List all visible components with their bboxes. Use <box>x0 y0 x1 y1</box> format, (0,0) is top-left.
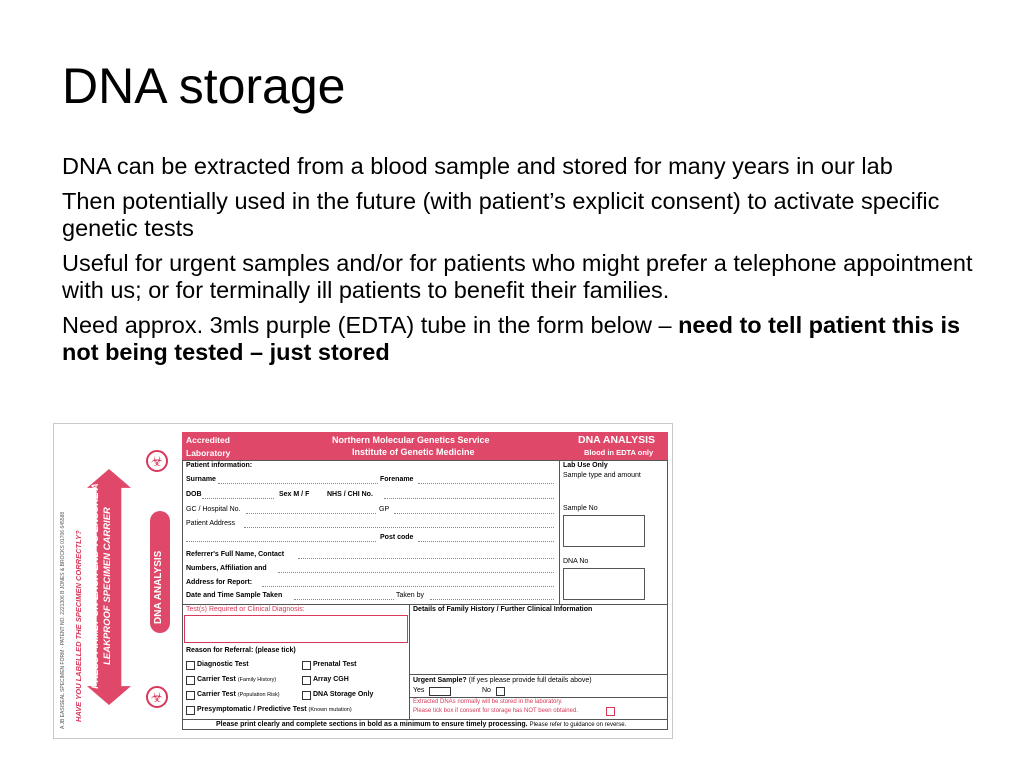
storage-note-1: Extracted DNAs normally will be stored in the laboratory. <box>413 699 563 705</box>
lab-use-label: Lab Use Only <box>563 462 608 469</box>
yes-label: Yes <box>413 687 425 694</box>
carrier-family-checkbox <box>186 676 195 685</box>
dna-storage-checkbox <box>302 691 311 700</box>
institute-label: Institute of Genetic Medicine <box>352 447 475 457</box>
urgent-yes-checkbox <box>429 687 451 696</box>
gc-line <box>246 513 376 514</box>
biohazard-icon: ☣ <box>146 450 168 472</box>
nhs-label: NHS / CHI No. <box>327 491 373 498</box>
sample-no-label: Sample No <box>563 505 598 512</box>
urgent-label: Urgent Sample? (If yes please provide full details above) <box>413 677 592 684</box>
carrier-pop-checkbox <box>186 691 195 700</box>
dna-analysis-vertical-text: DNA ANALYSIS <box>153 550 164 624</box>
dna-analysis-form-image <box>53 423 673 739</box>
gp-label: GP <box>379 506 390 513</box>
sample-type-label: Sample type and amount <box>563 472 641 479</box>
dna-no-box <box>563 568 645 600</box>
diagnostic-label: Diagnostic Test <box>197 661 249 668</box>
postcode-line <box>418 541 554 542</box>
taken-by-label: Taken by <box>396 592 425 599</box>
surname-line <box>218 483 378 484</box>
laboratory-label: Laboratory <box>186 448 231 458</box>
diagnostic-checkbox <box>186 661 195 670</box>
patient-info-label: Patient information: <box>186 462 253 469</box>
form-header <box>182 432 668 460</box>
sample-no-box <box>563 515 645 547</box>
gc-label: GC / Hospital No. <box>186 506 241 513</box>
dna-no-label: DNA No <box>563 558 589 565</box>
dna-analysis-header: DNA ANALYSIS <box>578 434 656 446</box>
surname-label: Surname <box>186 476 216 483</box>
date-time-label: Date and Time Sample Taken <box>186 592 283 599</box>
prenatal-label: Prenatal Test <box>313 661 357 668</box>
blood-edta-label: Blood in EDTA only <box>584 448 654 457</box>
storage-consent-checkbox <box>606 707 615 716</box>
biohazard-icon: ☣ <box>146 686 168 708</box>
referrer-label: Referrer's Full Name, Contact <box>186 551 285 558</box>
tests-required-label: Test(s) Required or Clinical Diagnosis: <box>186 606 305 613</box>
postcode-label: Post code <box>380 534 414 541</box>
storage-note-2: Please tick box if consent for storage has NOT been obtained. <box>413 708 578 714</box>
leakproof-text: PRESS FIRMLY ON EACH END TO ENSURE A LEAKPROOF SPECIMEN CARRIER <box>90 483 113 689</box>
accredited-label: Accredited <box>186 435 230 445</box>
form-footer: Please print clearly and complete sections in bold as a minimum to ensure timely processing. Please refer to guidance on reverse. <box>216 721 627 728</box>
no-label: No <box>482 687 491 694</box>
numbers-line <box>278 572 554 573</box>
sex-label: Sex M / F <box>279 491 310 498</box>
referrer-line <box>298 558 554 559</box>
family-history-label: Details of Family History / Further Clinical Information <box>413 606 593 613</box>
address-report-line <box>262 586 554 587</box>
bullet-2: Then potentially used in the future (with patient’s explicit consent) to activate specific genetic tests <box>62 188 940 241</box>
date-time-line <box>294 599 394 600</box>
slide-title: DNA storage <box>62 58 346 114</box>
presymptomatic-label: Presymptomatic / Predictive Test (Known mutation) <box>197 706 352 713</box>
side-small-text: A JB EASISEAL SPECIMEN FORM - PATENT NO. 2221306 B JONES & BROCKS 01706 645588 <box>60 511 66 729</box>
bullet-3: Useful for urgent samples and/or for patients who might prefer a telephone appointment with us; or for terminally ill patients to benefit their families. <box>62 250 973 303</box>
side-label-text: HAVE YOU LABELLED THE SPECIMEN CORRECTLY? <box>74 530 83 722</box>
address-report-label: Address for Report: <box>186 579 253 586</box>
forename-label: Forename <box>380 476 414 483</box>
forename-line <box>418 483 554 484</box>
divider <box>182 604 668 605</box>
taken-by-line <box>430 599 554 600</box>
divider <box>182 719 668 720</box>
presymptomatic-checkbox <box>186 706 195 715</box>
address-line-2 <box>186 541 376 542</box>
prenatal-checkbox <box>302 661 311 670</box>
reason-label: Reason for Referral: (please tick) <box>186 647 296 654</box>
address-label: Patient Address <box>186 520 236 527</box>
dob-line <box>202 498 274 499</box>
carrier-family-label: Carrier Test (Family History) <box>197 676 277 683</box>
bullet-4-plain: Need approx. 3mls purple (EDTA) tube in the form below – <box>62 312 679 338</box>
bullet-1: DNA can be extracted from a blood sample and stored for many years in our lab <box>62 153 893 179</box>
divider <box>559 460 560 604</box>
divider <box>409 604 410 720</box>
dob-label: DOB <box>186 491 202 498</box>
bullet-4-bold: need to tell patient this is not being tested – just stored <box>62 312 961 365</box>
array-cgh-checkbox <box>302 676 311 685</box>
divider <box>409 697 668 698</box>
numbers-label: Numbers, Affiliation and <box>186 565 267 572</box>
urgent-no-checkbox <box>496 687 505 696</box>
service-label: Northern Molecular Genetics Service <box>332 435 490 445</box>
gp-line <box>394 513 554 514</box>
divider <box>409 674 668 675</box>
carrier-pop-label: Carrier Test (Population Risk) <box>197 691 280 698</box>
nhs-line <box>384 498 554 499</box>
address-line <box>244 527 554 528</box>
dna-storage-label: DNA Storage Only <box>313 691 374 698</box>
array-cgh-label: Array CGH <box>313 676 349 683</box>
bullet-4 <box>62 312 982 366</box>
tests-required-box <box>184 615 408 643</box>
slide-body <box>62 153 982 374</box>
